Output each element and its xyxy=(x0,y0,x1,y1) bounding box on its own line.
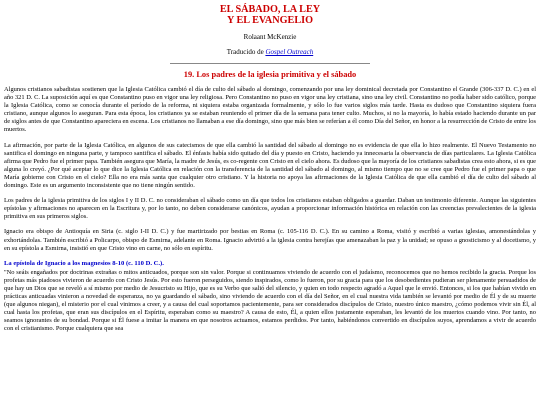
translation-credit xyxy=(0,48,540,56)
paragraph-2: La afirmación, por parte de la Iglesia Católica, en algunos de sus catecismos de que ella cambió la santidad del sábado al domingo no es evidencia de que ella lo hizo realmente. El Nuevo Testamento no santifica el domingo en ninguna parte, y tampoco santifica el sábado. El énfasis había sido quitado del día y puesto en Cristo, haciendo ya innecesaria la observancia de días particulares. La Iglesia Católica afirma que Pedro fue el primer papa. También asegura que María, la madre de Jesús, es co-regente con Cristo en el cielo ahora. Es dudoso que la mayoría de los cristianos sabadistas crea esto ahora, si es que alguna lo creyó. ¿Por qué aceptar lo que dice la Iglesia Católica en relación con la transferencia de la santidad del sábado al domingo, al mismo tiempo que no se cree que Pedro fue el primer papa o que María gobierne con Cristo en el cielo? Ella no era más santa que cualquier otro cristiano. Y la historia no apoya las afirmaciones de la Iglesia Católica de que ella cambió el día de culto del sábado al domingo. Este es un argumento inconsistente que no tiene ningún sentido. xyxy=(4,141,536,190)
author-name: Rolaant McKenzie xyxy=(243,33,297,41)
document-title xyxy=(0,4,540,26)
paragraph-3: Los padres de la iglesia primitiva de los siglos I y II D. C. no consideraban el sábado como un día que todos los cristianos estaban obligados a guardar. Daban un testimonio diferente. Aunque las siguientes epístolas y afirmaciones no aparecen en la Escritura y, por lo tanto, no deben considerarse canónicos, ayudan a proporcionar información histórica en relación con las creencias prevalecientes de la iglesia primitiva en sus primeros siglos. xyxy=(4,197,536,221)
epistle-heading: La epístola de Ignacio a los magnesios 8-10 (c. 110 D. C.). xyxy=(4,259,164,267)
paragraph-4: Ignacio era obispo de Antioquía en Siria (c. siglo I-II D. C.) y fue martirizado por bestias en Roma (c. 105-116 D. C.). En su camino a Roma, visitó y escribió a varias iglesias, amonestándolas y exhortándolas. También escribió a Policarpo, obispo de Esmirna, adelante en Roma. Ignacio advirtió a la iglesia contra herejías que amenazaban la paz y la unidad; se opuso a gnosticismo y al docetismo, y en su epístola a Esmirna, insistió en que Cristo vino en carne, no sólo en espíritu. xyxy=(4,228,536,252)
paragraph-1: Algunos cristianos sabadistas sostienen que la Iglesia Católica cambió el día de culto del sábado al domingo, comenzando por una ley dominical decretada por Constantino el Grande (306-337 D. C.) en el año 321 D. C. La suposición aquí es que Constantino puso en vigor una ley religiosa. Pero Constantino no puso en vigor una ley cristiana, sino una ley civil. Constantino no podía haber sido católico, porque la Iglesia Católica, como se conocía durante el período de la reforma, ni siquiera estaba organizada formalmente, y sólo lo fue varios siglos más tarde. Hasta es dudoso que Constantino siquiera fuera cristiano, aunque algunos lo aseguran. Para esta época, los cristianos ya se estaban reuniendo el primer día de la semana para tener culto. Muchos, si no la mayoría, lo había estado haciendo durante un par de siglos antes de que Constantino apareciera en escena. Los cristianos no llamaban a ese día domingo, sino que más bien se referían a él como Día del Señor, en honor a la resurrección de Cristo de entre los muertos. xyxy=(4,86,536,134)
divider xyxy=(170,63,370,64)
translation-prefix: Traducido de xyxy=(226,48,264,56)
title-line-1: EL SÁBADO, LA LEY xyxy=(219,4,321,15)
epistle-quote: "No seáis engañados por doctrinas extrañas o mitos anticuados, porque son sin valor. Porque si continuamos viviendo de acuerdo con el judaísmo, reconocemos que no hemos recibido la gracia. Porque los profetas más piadosos vivieron de acuerdo con Cristo Jesús. Por esto fueron perseguidos, siendo inspirados, como lo fueron, por su gracia para que los desobedientes pudieran ser plenamente persuadidos de que hay un Dios que se reveló a sí mismo por medio de Jesucristo su Hijo, que es su Verbo que salió del silencio, y quien en todo respecto agradó a Aquel que le envió. Entonces, si los que habían vivido en prácticas anticuadas vinieron a novedad de esperanza, no ya guardando el sábado, sino viviendo de acuerdo con el día del Señor, en el cual nuestra vida también se levantó por medio de Él y de su muerte (que algunos niegan), el misterio por el cual vinimos a creer, y a causa del cual soportamos pacientemente, para ser considerados discípulos de Cristo, nuestro único maestro, ¿cómo podemos vivir sin Él, al cual hasta los profetas, que eran sus discípulos en el Espíritu, esperaban como su maestro? A causa de esto, Él, a quien ellos justamente esperaban, les levantó de los muertos cuando vino. Por tanto, no seamos ignorantes de su bondad. Porque si Él fuese a imitar la manera en que nosotros actuamos, estamos perdidos. Por tanto, habiéndonos convertido en discípulos suyos, aprendamos a vivir de acuerdo con el cristianismo. Porque cualquiera que sea xyxy=(4,268,536,333)
chapter-heading: 19. Los padres de la iglesia primitiva y el sábado xyxy=(183,70,357,79)
title-line-2: Y EL EVANGELIO xyxy=(226,15,314,26)
gospel-outreach-link[interactable]: Gospel Outreach xyxy=(265,48,314,56)
